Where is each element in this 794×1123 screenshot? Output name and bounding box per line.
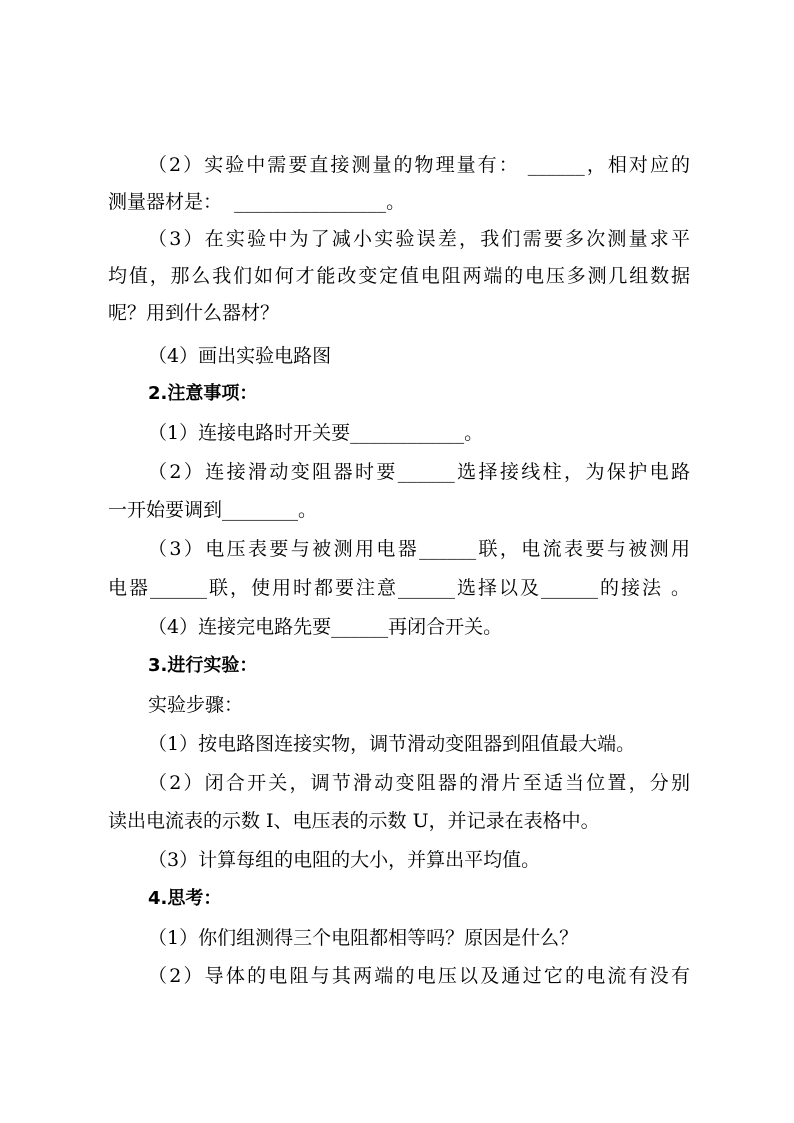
- text-line-step1: （1）按电路图连接实物，调节滑动变阻器到阻值最大端。: [148, 733, 636, 755]
- section-heading-precautions: 2.注意事项：: [148, 383, 258, 404]
- text-line-q4: （4）画出实验电路图: [148, 345, 332, 367]
- text-line-q3-a: （3）在实验中为了减小实验误差，我们需要多次测量求平: [148, 228, 690, 250]
- text-line-q2-instrument: 测量器材是： ________________。: [108, 191, 406, 213]
- text-line-q2-measure: （2）实验中需要直接测量的物理量有： ______，相对应的: [148, 154, 690, 176]
- text-line-step2-a: （2）闭合开关，调节滑动变阻器的滑片至适当位置，分别: [148, 772, 690, 794]
- text-line-q3-c: 呢？用到什么器材？: [108, 302, 280, 324]
- text-line-p4: （4）连接完电路先要______再闭合开关。: [148, 616, 503, 638]
- text-line-p3-b: 电器______联，使用时都要注意______选择以及______的接法 。: [108, 577, 690, 599]
- text-line-think1: （1）你们组测得三个电阻都相等吗？原因是什么？: [148, 927, 579, 949]
- section-heading-think: 4.思考：: [148, 888, 222, 909]
- text-line-step2-b: 读出电流表的示数 I、电压表的示数 U，并记录在表格中。: [108, 810, 600, 832]
- text-line-step3: （3）计算每组的电阻的大小，并算出平均值。: [148, 849, 541, 871]
- section-heading-experiment: 3.进行实验：: [148, 655, 258, 676]
- text-line-think2: （2）导体的电阻与其两端的电压以及通过它的电流有没有: [148, 965, 690, 987]
- text-line-p2-b: 一开始要调到________。: [108, 499, 318, 521]
- text-line-p3-a: （3）电压表要与被测用电器______联，电流表要与被测用: [148, 538, 690, 560]
- text-line-p1: （1）连接电路时开关要____________。: [148, 422, 484, 444]
- text-line-steps-label: 实验步骤：: [148, 694, 244, 716]
- text-line-q3-b: 均值，那么我们如何才能改变定值电阻两端的电压多测几组数据: [108, 265, 690, 287]
- text-line-p2-a: （2）连接滑动变阻器时要______选择接线柱，为保护电路: [148, 461, 690, 483]
